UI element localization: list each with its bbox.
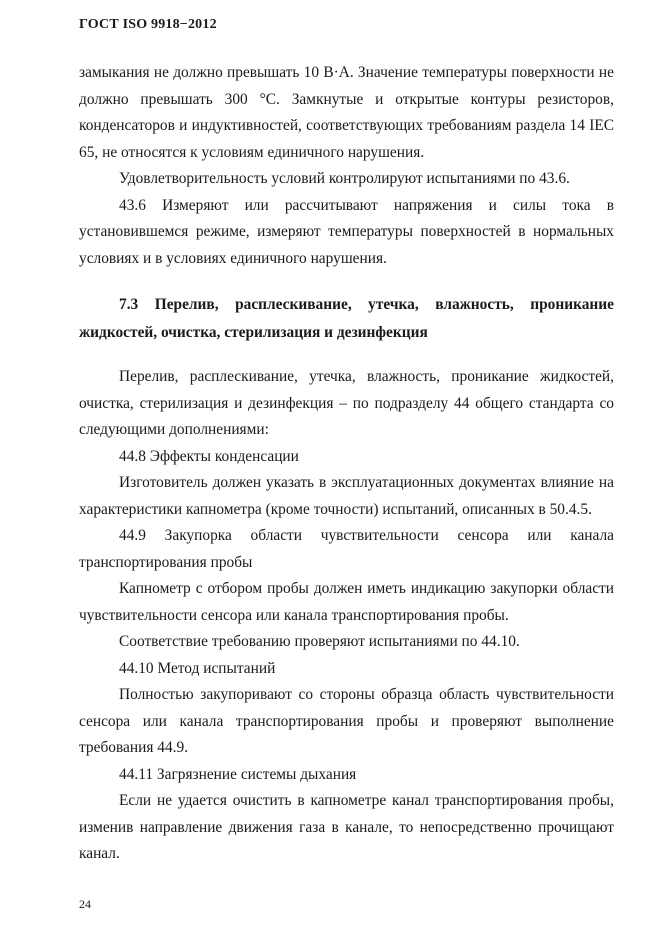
page-number: 24 (79, 897, 91, 911)
paragraph-44-11: Если не удается очистить в капнометре канал транспортирования пробы, изменив направление движения газа в канале, то непосредственно прочищают канал. (79, 792, 614, 862)
section-heading-7-3: 7.3 Перелив, расплескивание, утечка, влажность, проникание жидкостей, очистка, стерилизация и дезинфекция (79, 296, 614, 341)
paragraph-compliance: Соответствие требованию проверяют испытаниями по 44.10. (119, 633, 520, 650)
text-block-top (79, 60, 614, 272)
subclause-44-10-title: 44.10 Метод испытаний (119, 659, 276, 677)
subclause-44-9-title: 44.9 Закупорка области чувствительности сенсора или канала транспортирования пробы (79, 527, 614, 571)
section-heading-block (79, 291, 614, 347)
paragraph-satisfaction: Удовлетворительность условий контролируют испытаниями по 43.6. (119, 170, 570, 187)
paragraph-continuation: замыкания не должно превышать 10 В·А. Значение температуры поверхности не должно превышать 300 °С. Замкнутые и открытые контуры резисторов, конденсаторов и индуктивностей, соответствующих требованиям раздела 14 IEC 65, не относятся к условиям единичного нарушения. (79, 64, 614, 161)
document-header: ГОСТ ISO 9918−2012 (79, 17, 217, 32)
paragraph-44-9: Капнометр с отбором пробы должен иметь индикацию закупорки области чувствительности сенсора или канала транспортирования пробы. (79, 580, 614, 624)
subclause-44-8-title: 44.8 Эффекты конденсации (119, 447, 299, 465)
text-block-main (79, 364, 614, 868)
paragraph-44-8: Изготовитель должен указать в эксплуатационных документах влияние на характеристики капнометра (кроме точности) испытаний, описанных в 50.4.5. (79, 474, 614, 518)
paragraph-intro: Перелив, расплескивание, утечка, влажность, проникание жидкостей, очистка, стерилизация и дезинфекция – по подразделу 44 общего стандарта со следующими дополнениями: (79, 368, 614, 438)
paragraph-44-10: Полностью закупоривают со стороны образца область чувствительности сенсора или канала транспортирования пробы и проверяют выполнение требования 44.9. (79, 686, 614, 756)
paragraph-43-6: 43.6 Измеряют или рассчитывают напряжения и силы тока в установившемся режиме, измеряют температуры поверхностей в нормальных условиях и в условиях единичного нарушения. (79, 196, 614, 267)
subclause-44-11-title: 44.11 Загрязнение системы дыхания (119, 765, 357, 783)
